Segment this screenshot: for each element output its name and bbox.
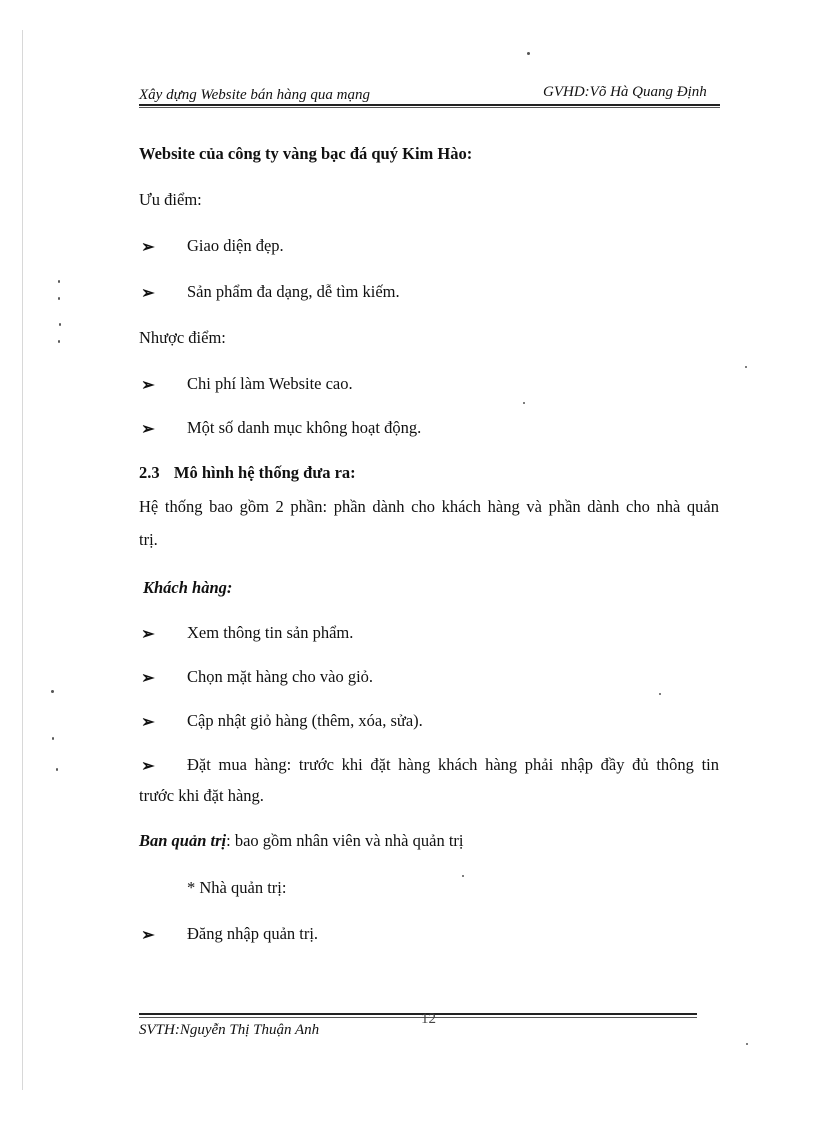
scan-speck xyxy=(523,402,525,404)
customer-label: Khách hàng: xyxy=(143,578,233,597)
disadvantage-item: Một số danh mục không hoạt động. xyxy=(187,418,422,437)
disadvantage-item: Chi phí làm Website cao. xyxy=(187,374,353,393)
scan-speck xyxy=(56,768,58,771)
bullet-arrow-icon: ➢ xyxy=(141,421,155,438)
intro-line-1: Hệ thống bao gồm 2 phần: phần dành cho khách hàng và phần dành cho nhà quản xyxy=(139,497,719,516)
section-title: Website của công ty vàng bạc đá quý Kim Hào: xyxy=(139,144,473,163)
scan-speck xyxy=(51,690,54,693)
scan-speck xyxy=(462,875,464,877)
scan-margin-line xyxy=(22,30,23,1090)
bullet-arrow-icon: ➢ xyxy=(141,758,155,775)
admin-sub-label: * Nhà quản trị: xyxy=(187,878,287,897)
subsection-title: Mô hình hệ thống đưa ra: xyxy=(173,463,356,482)
scan-speck xyxy=(52,737,54,740)
subsection-heading xyxy=(139,463,356,483)
scan-speck xyxy=(58,280,60,283)
footer-rule xyxy=(139,1013,697,1015)
admin-line xyxy=(139,831,463,851)
header-title: Xây dựng Website bán hàng qua mạng xyxy=(139,87,370,103)
scan-speck xyxy=(746,1043,748,1045)
page-number: 12 xyxy=(421,1011,436,1027)
advantages-label: Ưu điểm: xyxy=(139,190,202,209)
bullet-arrow-icon: ➢ xyxy=(141,239,155,256)
footer-rule-thin xyxy=(139,1017,697,1018)
admin-item: Đăng nhập quản trị. xyxy=(187,924,319,943)
admin-description: : bao gồm nhân viên và nhà quản trị xyxy=(226,831,464,850)
scan-speck xyxy=(59,323,61,326)
bullet-arrow-icon: ➢ xyxy=(141,285,155,302)
scan-speck xyxy=(745,366,747,368)
bullet-arrow-icon: ➢ xyxy=(141,670,155,687)
customer-item: Chọn mặt hàng cho vào giỏ. xyxy=(187,667,374,686)
header-rule-thin xyxy=(139,107,720,108)
bullet-arrow-icon: ➢ xyxy=(141,377,155,394)
admin-label: Ban quản trị xyxy=(139,831,227,850)
scan-speck xyxy=(659,693,661,695)
bullet-arrow-icon: ➢ xyxy=(141,927,155,944)
advantage-item: Sản phẩm đa dạng, dễ tìm kiếm. xyxy=(187,282,400,301)
header-advisor: GVHD:Võ Hà Quang Định xyxy=(543,84,707,100)
bullet-arrow-icon: ➢ xyxy=(141,626,155,643)
subsection-number: 2.3 xyxy=(139,463,160,482)
customer-long-item-line-1: Đặt mua hàng: trước khi đặt hàng khách hàng phải nhập đầy đủ thông tin xyxy=(187,755,719,774)
scan-speck xyxy=(58,340,60,343)
advantage-item: Giao diện đẹp. xyxy=(187,236,284,255)
customer-long-item-line-2: trước khi đặt hàng. xyxy=(139,786,264,805)
disadvantages-label: Nhược điểm: xyxy=(139,328,226,347)
footer-author: SVTH:Nguyễn Thị Thuận Anh xyxy=(139,1022,320,1038)
scan-speck xyxy=(58,297,60,300)
intro-line-2: trị. xyxy=(139,530,158,549)
header-rule xyxy=(139,104,720,106)
bullet-arrow-icon: ➢ xyxy=(141,714,155,731)
customer-item: Xem thông tin sản phẩm. xyxy=(187,623,354,642)
customer-item: Cập nhật giỏ hàng (thêm, xóa, sửa). xyxy=(187,711,423,730)
scan-speck xyxy=(527,52,530,55)
